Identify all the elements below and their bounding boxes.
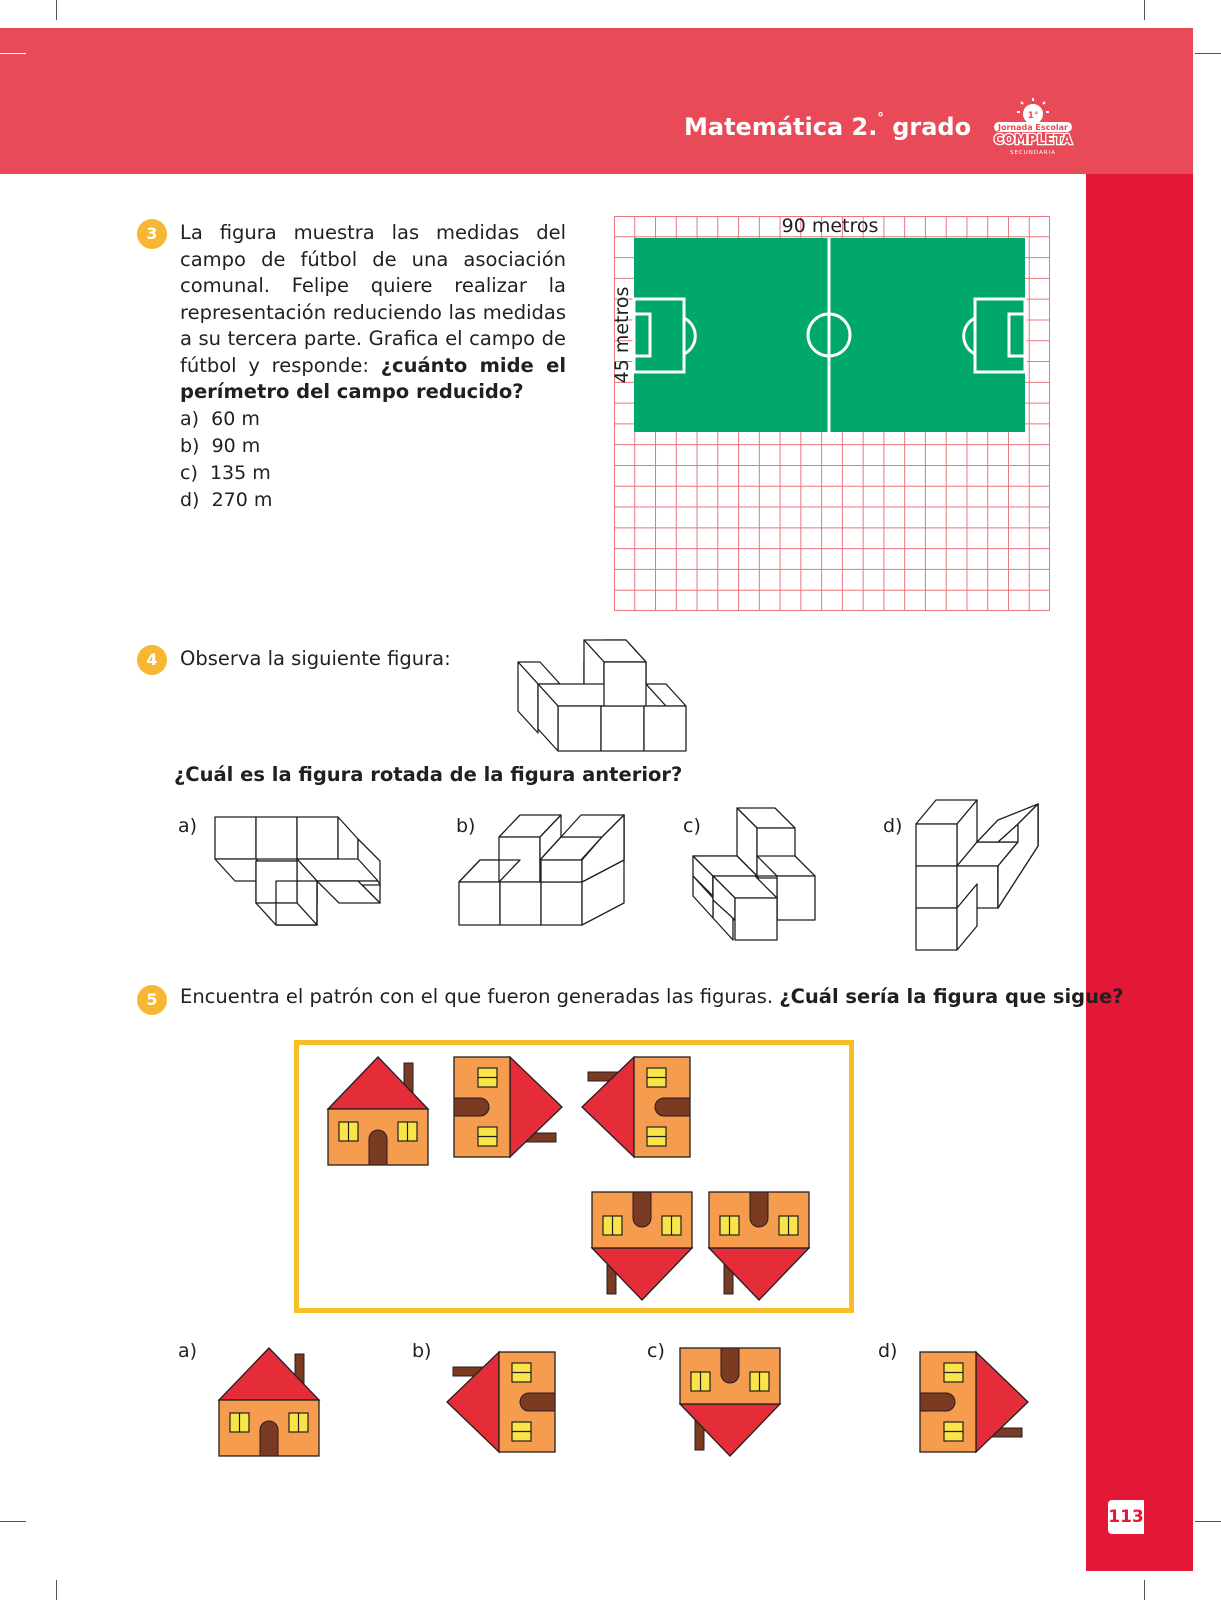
grid-paper xyxy=(611,215,1050,611)
q5-option-c[interactable]: c) xyxy=(647,1340,665,1362)
option-letter: b) xyxy=(180,435,200,457)
header-title-end: grado xyxy=(892,113,972,141)
question-3-text-plain: La figura muestra las medidas del campo de fútbol de una asociación comunal. Felipe quiere realizar la representación reduciendo las medidas a su tercera parte. Grafica el campo de fútbol y responde: xyxy=(180,221,566,377)
option-letter: d) xyxy=(180,489,200,511)
crop-mark xyxy=(1144,1580,1145,1600)
option-letter: a) xyxy=(180,408,200,430)
question-number-4: 4 xyxy=(137,645,167,675)
header-title-sup: ° xyxy=(877,111,884,126)
q4-option-a[interactable]: a) xyxy=(178,815,198,837)
logo-line3: SECUNDARIA xyxy=(1009,150,1057,156)
crop-mark xyxy=(0,53,26,54)
question-number-3: 3 xyxy=(137,219,167,249)
cube-figure-a xyxy=(215,815,390,927)
svg-text:1°: 1° xyxy=(1027,111,1039,121)
q3-option-c[interactable] xyxy=(180,462,271,484)
question-5-text-plain: Encuentra el patrón con el que fueron generadas las figuras. xyxy=(180,985,780,1008)
cube-figure-c xyxy=(693,808,848,938)
header-title xyxy=(684,113,971,141)
side-band xyxy=(1086,174,1193,1571)
pattern-house-2 xyxy=(452,1055,564,1159)
page-number: 113 xyxy=(1108,1500,1144,1534)
question-3-text xyxy=(180,220,566,406)
logo-line2: COMPLETA xyxy=(993,133,1073,148)
option-text: 60 m xyxy=(211,408,260,430)
crop-mark xyxy=(0,1521,26,1522)
crop-mark xyxy=(56,1580,57,1600)
header-title-main: Matemática 2. xyxy=(684,113,878,141)
q3-option-a[interactable] xyxy=(180,408,260,430)
q3-option-b[interactable] xyxy=(180,435,260,457)
question-5-text-bold: ¿Cuál sería la figura que sigue? xyxy=(779,985,1124,1008)
question-4-subquestion: ¿Cuál es la figura rotada de la figura anterior? xyxy=(174,763,683,786)
q3-option-d[interactable] xyxy=(180,489,272,511)
pattern-house-3 xyxy=(580,1055,692,1159)
field-width-label: 90 metros xyxy=(781,215,879,237)
cube-figure-original xyxy=(518,640,693,752)
option-house-b xyxy=(445,1350,557,1454)
option-letter: c) xyxy=(180,462,198,484)
q5-option-a[interactable]: a) xyxy=(178,1340,198,1362)
question-4-text: Observa la siguiente figura: xyxy=(180,647,451,670)
question-5-text xyxy=(180,984,1124,1011)
cube-figure-d xyxy=(916,800,1046,950)
question-3-text-bold: ¿cuánto mide el perímetro del campo reducido? xyxy=(180,353,567,403)
pattern-house-5 xyxy=(707,1190,811,1302)
q4-option-b[interactable]: b) xyxy=(456,815,476,837)
option-text: 270 m xyxy=(211,489,273,511)
q4-option-c[interactable]: c) xyxy=(683,815,701,837)
option-text: 135 m xyxy=(209,462,271,484)
field-height-label: 45 metros xyxy=(611,286,633,384)
q5-option-d[interactable]: d) xyxy=(878,1340,898,1362)
logo-line1: Jornada Escolar xyxy=(998,123,1068,132)
pattern-house-4 xyxy=(590,1190,694,1302)
option-house-d xyxy=(918,1350,1030,1454)
soccer-field xyxy=(634,238,1025,432)
q5-option-b[interactable]: b) xyxy=(412,1340,432,1362)
pattern-house-1 xyxy=(326,1055,430,1167)
question-number-5: 5 xyxy=(137,985,167,1015)
crop-mark xyxy=(1195,1521,1221,1522)
crop-mark xyxy=(56,0,57,20)
cube-figure-b xyxy=(459,815,634,927)
option-text: 90 m xyxy=(211,435,261,457)
jornada-completa-logo xyxy=(990,96,1076,158)
crop-mark xyxy=(1144,0,1145,20)
option-house-c xyxy=(678,1346,782,1458)
option-house-a xyxy=(217,1346,321,1458)
q4-option-d[interactable]: d) xyxy=(883,815,903,837)
crop-mark xyxy=(1195,53,1221,54)
